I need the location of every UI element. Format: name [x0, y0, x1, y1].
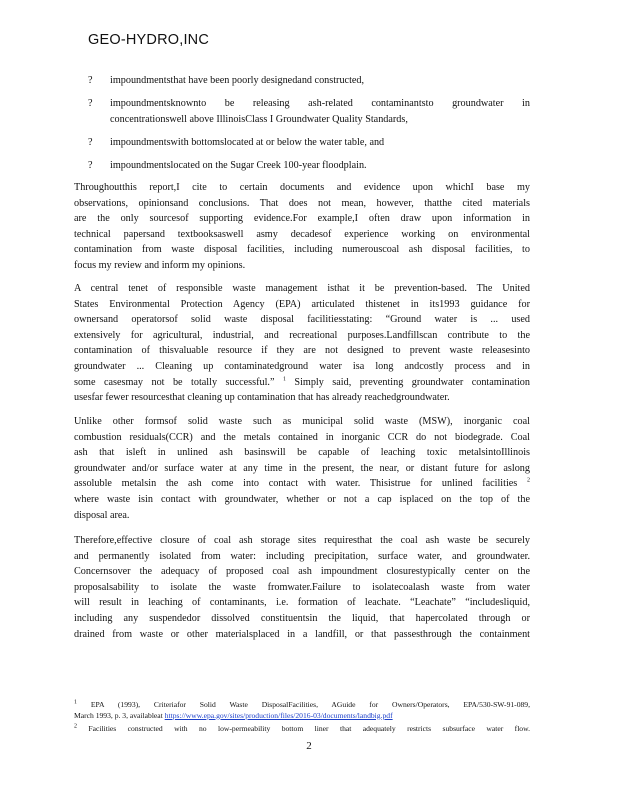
paragraph-line: drained from waste or other materialsplaced in a landfill, or that passesthrough the containment	[74, 628, 530, 640]
footnote-number: 1	[74, 699, 77, 706]
paragraph-line: observations, opinionsand conclusions. That does not mean, however, thatthe cited materials	[74, 197, 530, 209]
footnote-text: Facilities constructed with no low-permeability bottom liner that adequately restricts subsurface water flow.	[88, 724, 530, 733]
paragraph-line: are the only sourcesof supporting evidence.For example,I often draw upon information in	[74, 213, 530, 225]
footnote-number: 2	[74, 723, 77, 730]
page-number: 2	[306, 740, 312, 752]
paragraph-line: Unlike other formsof solid waste such as municipal solid waste (MSW), inorganic coal	[74, 416, 530, 427]
footnote-text: March 1993, p. 3, availableat	[74, 710, 165, 720]
paragraph-line: some casesmay not be totally successful.” $^1$ Simply said, preventing groundwater contamination	[74, 376, 530, 388]
bullet-text-line: concentrationswell above IllinoisClass I Groundwater Quality Standards,	[110, 113, 408, 125]
bullet-marker: ?	[88, 75, 93, 86]
bullet-text-line: impoundmentsknownto be releasing ash-related contaminantsto groundwater in	[110, 98, 530, 109]
bullet-text-line: impoundmentswith bottomslocated at or below the water table, and	[110, 137, 385, 148]
paragraph-line: A central tenet of responsible waste management isthat it be prevention-based. The United	[74, 283, 530, 294]
paragraph-line: States Environmental Protection Agency (EPA) articulated thistenet in its1993 guidance for	[74, 298, 530, 310]
paragraph	[74, 533, 530, 642]
paragraph-line: groundwater ... Cleaning up contaminatedground water isa long andcostly process and in	[74, 360, 530, 372]
paragraph-line: technical papersand textbooksaswell asmy decadesof experience working on environmental	[74, 228, 530, 240]
paragraph-line: will result in leaching of contaminants, i.e. formation of leachate. “Leachate” “includesliquid,	[74, 597, 530, 609]
paragraph-line: combustion residuals(CCR) and the metals contained in inorganic CCR do not biodegrade. Coal	[74, 431, 530, 443]
paragraph-line: contamination of thisvaluable resource if they are not designed to prevent waste releasesinto	[74, 345, 530, 357]
paragraph-line: Therefore,effective closure of coal ash storage sites requiresthat the coal ash waste be securely	[74, 535, 530, 546]
bullet-text-line: impoundmentslocated on the Sugar Creek 100-year floodplain.	[110, 160, 367, 171]
paragraph	[74, 180, 530, 274]
paragraph	[74, 414, 530, 523]
paragraph-line: groundwater and/or surface water at any time in the present, the near, or distant future for aslong	[74, 462, 530, 474]
paragraph-line: Throughoutthis report,I cite to certain documents and evidence upon whichI base my	[74, 182, 530, 193]
paragraph-line: including any suspendedor dissolved constituentsin the liquid, that hapercolated through or	[74, 612, 530, 624]
bullet-marker: ?	[88, 137, 93, 148]
paragraph-line: usesfar fewer resourcesthat cleaning up contamination that has already reachedgroundwater.	[74, 392, 450, 404]
footnote-line	[74, 711, 530, 722]
company-header: GEO-HYDRO,INC	[88, 32, 210, 48]
paragraph-line: where waste isin contact with groundwater, whether or not a cap isplaced on the top of the	[74, 493, 530, 505]
footnote-line	[74, 724, 530, 735]
footnote	[74, 700, 530, 721]
paragraph	[74, 281, 530, 406]
bullet-marker: ?	[88, 98, 93, 109]
paragraph-line: ownersand operatorsof solid waste disposal facilitiesstating: “Ground water is ... used	[74, 314, 530, 326]
bullet-marker: ?	[88, 160, 93, 171]
footnote-separator	[74, 692, 194, 693]
footnote	[74, 724, 530, 735]
paragraph-line: Concernsover the adequacy of proposed coal ash impoundment closurestypically center on the	[74, 566, 530, 578]
paragraph-line: and permanently isolated from water: including precipitation, surface water, and groundwater.	[74, 550, 530, 562]
paragraph-line: ash that isleft in unlined ash basinswill be capable of leaching toxic metalsintoIllinois	[74, 447, 530, 459]
footnote-text: EPA (1993), Criteriafor Solid Waste DisposalFacilities, AGuide for Owners/Operators, EPA/530-SW-91-089,	[90, 700, 530, 709]
paragraph-line: contamination from waste disposal facilities, including numerouscoal ash disposal facilities, to	[74, 244, 530, 256]
footnote-line	[74, 700, 530, 711]
paragraph-line: assoluble metalsin the ash come into contact with water. Thisistrue for unlined facilities $^2$	[74, 477, 530, 490]
footnote-reference: 1	[282, 376, 286, 383]
paragraph-line: proposalsability to isolate the waste fromwater.Failure to isolatecoalash waste from water	[74, 581, 530, 593]
paragraph-line: extensively for agricultural, industrial, and recreational purposes.Landfillscan contribute to the	[74, 329, 530, 341]
footnote-reference: 2	[527, 477, 530, 484]
paragraph-line: focus my review and inform my opinions.	[74, 259, 246, 271]
footnote-link[interactable]: https://www.epa.gov/sites/production/files/2016-03/documents/landbig.pdf	[164, 710, 393, 720]
paragraph-line: disposal area.	[74, 509, 130, 521]
bullet-text-line: impoundmentsthat have been poorly designedand constructed,	[110, 75, 365, 86]
